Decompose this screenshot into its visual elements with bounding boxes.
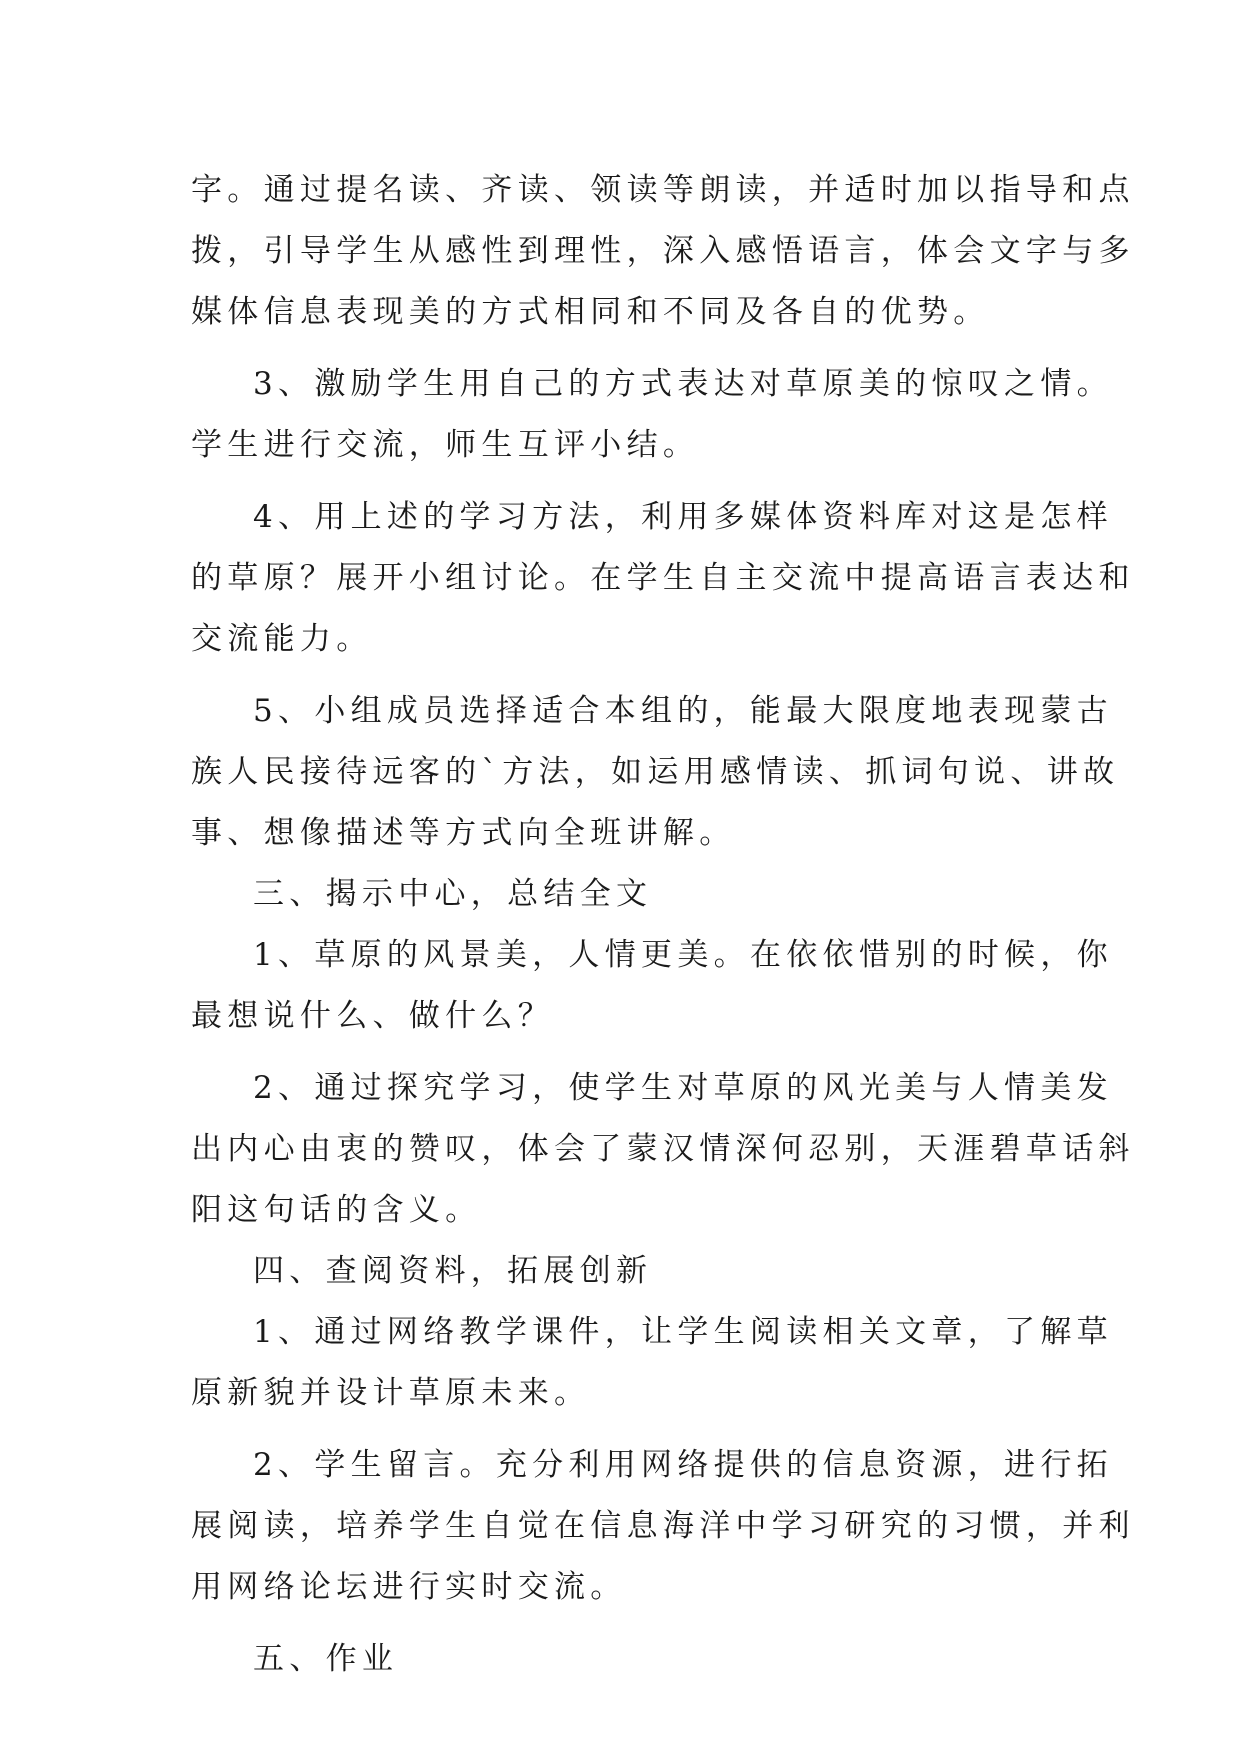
text-line: 阳这句话的含义。 — [191, 1192, 482, 1228]
text-line: 族人民接待远客的`方法，如运用感情读、抓词句说、讲故 — [191, 754, 1120, 790]
section-heading: 三、揭示中心，总结全文 — [253, 876, 653, 912]
document-body — [191, 160, 1135, 1690]
text-line: 学生进行交流，师生互评小结。 — [191, 427, 700, 463]
text-line: 事、想像描述等方式向全班讲解。 — [191, 815, 736, 851]
text-line: 媒体信息表现美的方式相同和不同及各自的优势。 — [191, 294, 990, 330]
paragraph-3-line: 3、激励学生用自己的方式表达对草原美的惊叹之情。 — [253, 366, 1113, 402]
text-line: 拨，引导学生从感性到理性，深入感悟语言，体会文字与多 — [191, 233, 1135, 269]
paragraph-4-line: 4、用上述的学习方法，利用多媒体资料库对这是怎样 — [253, 499, 1113, 535]
text-line: 字。通过提名读、齐读、领读等朗读，并适时加以指导和点 — [191, 172, 1135, 208]
text-line: 交流能力。 — [191, 621, 373, 657]
paragraph-item-line: 2、学生留言。充分利用网络提供的信息资源，进行拓 — [253, 1447, 1113, 1483]
text-line: 最想说什么、做什么？ — [191, 998, 554, 1034]
text-line: 原新貌并设计草原未来。 — [191, 1375, 591, 1411]
text-line: 的草原？展开小组讨论。在学生自主交流中提高语言表达和 — [191, 560, 1135, 596]
paragraph-item-line: 1、通过网络教学课件，让学生阅读相关文章，了解草 — [253, 1314, 1113, 1350]
section-heading: 四、查阅资料，拓展创新 — [253, 1253, 653, 1289]
paragraph-item-line: 1、草原的风景美，人情更美。在依依惜别的时候，你 — [253, 937, 1113, 973]
section-heading: 五、作业 — [253, 1641, 399, 1677]
text-line: 用网络论坛进行实时交流。 — [191, 1569, 627, 1605]
text-line: 出内心由衷的赞叹，体会了蒙汉情深何忍别，天涯碧草话斜 — [191, 1131, 1135, 1167]
text-line: 展阅读，培养学生自觉在信息海洋中学习研究的习惯，并利 — [191, 1508, 1135, 1544]
paragraph-item-line: 2、通过探究学习，使学生对草原的风光美与人情美发 — [253, 1070, 1113, 1106]
paragraph-5-line: 5、小组成员选择适合本组的，能最大限度地表现蒙古 — [253, 693, 1113, 729]
